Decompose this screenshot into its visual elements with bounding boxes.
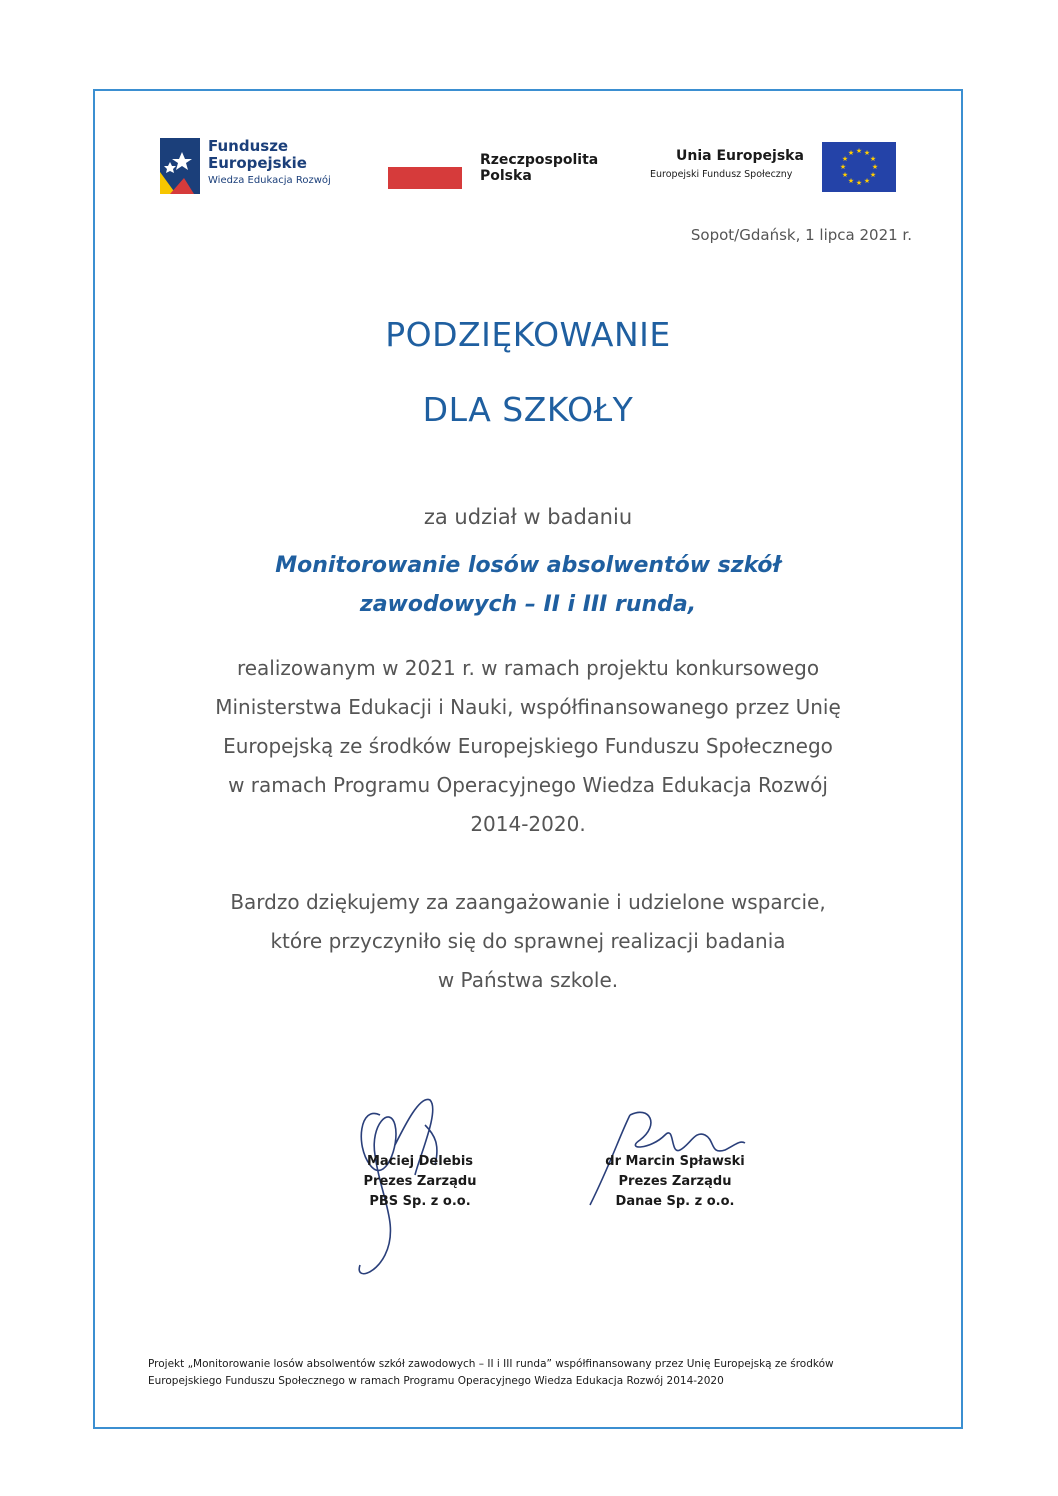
signature-block-2 — [580, 1152, 770, 1212]
thanks-line: Bardzo dziękujemy za zaangażowanie i udzielone wsparcie, — [230, 890, 826, 914]
signer-name: Maciej Delebis — [366, 1154, 474, 1169]
body-line: Europejską ze środków Europejskiego Funduszu Społecznego — [223, 734, 833, 758]
fe-line-2: Europejskie — [208, 154, 307, 172]
rzeczpospolita-logo — [388, 150, 638, 200]
svg-text:★: ★ — [863, 177, 871, 185]
intro-text: za udział w badaniu — [423, 505, 633, 529]
svg-text:★: ★ — [847, 149, 855, 157]
ue-line-2: Europejski Fundusz Społeczny — [650, 169, 793, 180]
fundusze-europejskie-logo — [160, 138, 360, 198]
signer-role: Prezes Zarządu — [618, 1174, 732, 1189]
footer-note — [148, 1356, 924, 1390]
body-line: 2014-2020. — [470, 812, 586, 836]
body-line: w ramach Programu Operacyjnego Wiedza Edukacja Rozwój — [228, 773, 828, 797]
svg-text:★: ★ — [839, 163, 847, 171]
svg-text:★: ★ — [871, 163, 879, 171]
project-line-2: zawodowych – II i III runda, — [359, 592, 697, 617]
rp-line-1: Rzeczpospolita — [480, 152, 599, 168]
thanks-paragraph — [93, 883, 963, 1000]
svg-text:★: ★ — [863, 149, 871, 157]
thanks-line: w Państwa szkole. — [437, 968, 619, 992]
logo-bar — [160, 138, 900, 198]
signer-company: PBS Sp. z o.o. — [369, 1194, 471, 1209]
unia-europejska-logo — [650, 142, 900, 198]
polish-flag-icon — [388, 167, 462, 189]
eu-flag-icon — [822, 142, 896, 192]
signer-name: dr Marcin Spławski — [605, 1154, 745, 1169]
body-line: Ministerstwa Edukacji i Nauki, współfinansowanego przez Unię — [215, 695, 841, 719]
project-line-1: Monitorowanie losów absolwentów szkół — [275, 553, 781, 578]
footer-line-2: Europejskiego Funduszu Społecznego w ramach Programu Operacyjnego Wiedza Edukacja Rozwój 2014-2020 — [148, 1375, 724, 1387]
ue-line-1: Unia Europejska — [676, 148, 804, 164]
signer-role: Prezes Zarządu — [363, 1174, 477, 1189]
signer-company: Danae Sp. z o.o. — [615, 1194, 735, 1209]
svg-text:★: ★ — [855, 179, 863, 187]
title-line-2: DLA SZKOŁY — [422, 390, 634, 429]
project-name — [93, 546, 963, 624]
signature-block-1 — [330, 1152, 510, 1212]
svg-text:★: ★ — [855, 147, 863, 155]
svg-text:★: ★ — [847, 177, 855, 185]
fe-star-icon — [160, 138, 200, 194]
svg-text:★: ★ — [869, 155, 877, 163]
title-line-1: PODZIĘKOWANIE — [385, 315, 671, 354]
svg-text:★: ★ — [841, 155, 849, 163]
body-line: realizowanym w 2021 r. w ramach projektu konkursowego — [236, 656, 820, 680]
thanks-line: które przyczyniło się do sprawnej realizacji badania — [270, 929, 786, 953]
document-date: Sopot/Gdańsk, 1 lipca 2021 r. — [690, 226, 912, 244]
svg-text:★: ★ — [869, 171, 877, 179]
body-paragraph — [93, 649, 963, 844]
rp-line-2: Polska — [480, 168, 532, 184]
footer-line-1: Projekt „Monitorowanie losów absolwentów szkół zawodowych – II i III runda” współfinansowany przez Unię Europejską ze środków — [148, 1358, 834, 1370]
fe-line-3: Wiedza Edukacja Rozwój — [208, 175, 331, 186]
fe-line-1: Fundusze — [208, 137, 289, 155]
svg-text:★: ★ — [841, 171, 849, 179]
